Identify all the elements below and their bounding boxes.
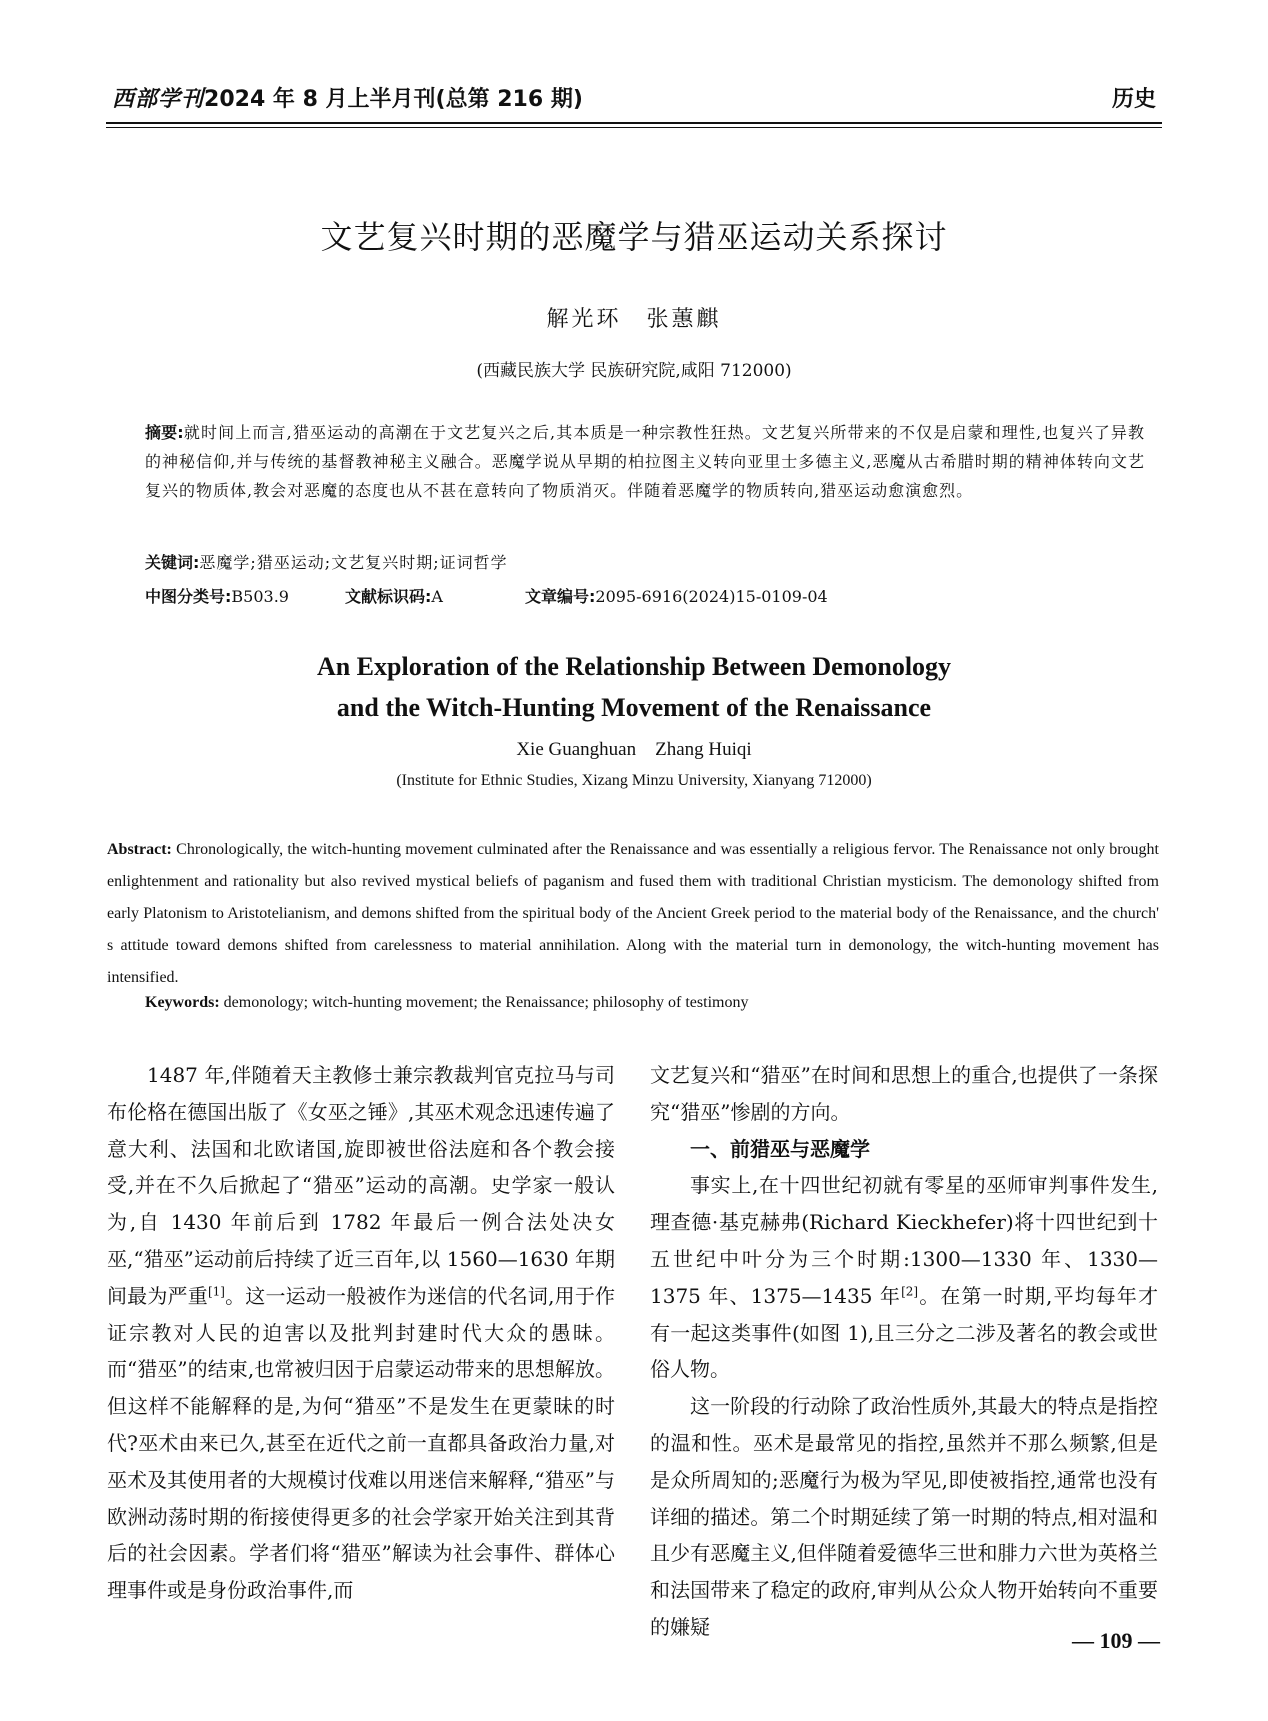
journal-issue: 2024 年 8 月上半月刊(总第 216 期) [204, 87, 583, 112]
keywords-cn-text: 恶魔学;猎巫运动;文艺复兴时期;证词哲学 [199, 553, 508, 572]
body-column-right [650, 1057, 1158, 1646]
title-en-line2: and the Witch-Hunting Movement of the Renaissance [336, 693, 932, 722]
body-paragraph [107, 1057, 615, 1609]
clc-label: 中图分类号: [145, 587, 232, 606]
body-column-left [107, 1057, 615, 1609]
clc-value: B503.9 [231, 587, 289, 606]
doc-code-value: A [431, 587, 443, 606]
citation-ref: [2] [901, 1284, 919, 1299]
body-text: 。在第一时期,平均每年才有一起这类事件(如图 1),且三分之二涉及著名的教会或世俗人物。 [650, 1283, 1159, 1382]
article-title-en [0, 646, 1268, 728]
body-text: 。这一运动一般被作为迷信的代名词,用于作证宗教对人民的迫害以及批判封建时代大众的愚昧。而“猎巫”的结束,也常被归因于启蒙运动带来的思想解放。但这样不能解释的是,为何“猎巫”不是发生在更蒙昧的时代?巫术由来已久,甚至在近代之前一直都具备政治力量,对巫术及其使用者的大规模讨伐难以用迷信来解释,“猎巫”与欧洲动荡时期的衔接使得更多的社会学家开始关注到其背后的社会因素。学者们将“猎巫”解读为社会事件、群体心理事件或是身份政治事件,而 [107, 1283, 616, 1603]
abstract-cn [145, 418, 1145, 505]
body-text: 事实上,在十四世纪初就有零星的巫师审判事件发生,理查德·基克赫弗(Richard Kieckhefer)将十四世纪到十五世纪中叶分为三个时期:1300—1330 年、1330—1375 年、1375—1435 年 [650, 1173, 1158, 1308]
affiliation-cn: (西藏民族大学 民族研究院,咸阳 712000) [476, 361, 792, 381]
keywords-cn [145, 550, 508, 573]
journal-logo: 西部学刊 [112, 86, 205, 112]
abstract-cn-label: 摘要: [145, 423, 184, 442]
abstract-en-text: Chronologically, the witch-hunting movement culminated after the Renaissance and was essentially a religious fervor. The Renaissance not only brought enlightenment and rationality but also revived mystical beliefs of paganism and fused them with traditional Christian mysticism. The demonology shifted from early Platonism to Aristotelianism, and demons shifted from the spiritual body of the Ancient Greek period to the material body of the Renaissance, and the church' s attitude toward demons shifted from carelessness to material annihilation. Along with the material turn in demonology, the witch-hunting movement has intensified. [107, 841, 1160, 986]
body-paragraph: 文艺复兴和“猎巫”在时间和思想上的重合,也提供了一条探究“猎巫”惨剧的方向。 [650, 1063, 1158, 1124]
abstract-cn-text: 就时间上而言,猎巫运动的高潮在于文艺复兴之后,其本质是一种宗教性狂热。文艺复兴所带来的不仅是启蒙和理性,也复兴了异教的神秘信仰,并与传统的基督教神秘主义融合。恶魔学说从早期的柏拉图主义转向亚里士多德主义,恶魔从古希腊时期的精神体转向文艺复兴的物质体,教会对恶魔的态度也从不甚在意转向了物质消灭。伴随着恶魔学的物质转向,猎巫运动愈演愈烈。 [145, 423, 1145, 500]
keywords-cn-label: 关键词: [145, 553, 200, 572]
keywords-en-text: demonology; witch-hunting movement; the Renaissance; philosophy of testimony [223, 994, 749, 1011]
authors-en: Xie Guanghuan Zhang Huiqi [516, 739, 752, 760]
section-heading: 一、前猎巫与恶魔学 [690, 1136, 870, 1161]
header-rule [106, 122, 1162, 124]
article-no-value: 2095-6916(2024)15-0109-04 [595, 587, 828, 606]
body-paragraph [650, 1167, 1158, 1388]
title-en-line1: An Exploration of the Relationship Between Demonology [316, 652, 952, 681]
abstract-en [107, 834, 1159, 994]
keywords-en [145, 994, 748, 1012]
article-title-cn: 文艺复兴时期的恶魔学与猎巫运动关系探讨 [320, 218, 948, 256]
doc-code-label: 文献标识码: [345, 587, 432, 606]
running-header-section: 历史 [1111, 87, 1156, 112]
body-paragraph: 这一阶段的行动除了政治性质外,其最大的特点是指控的温和性。巫术是最常见的指控,虽然并不那么频繁,但是是众所周知的;恶魔行为极为罕见,即使被指控,通常也没有详细的描述。第二个时期延续了第一时期的特点,相对温和且少有恶魔主义,但伴随着爱德华三世和腓力六世为英格兰和法国带来了稳定的政府,审判从公众人物开始转向不重要的嫌疑 [650, 1394, 1158, 1639]
running-header-journal [112, 82, 583, 113]
page-number: — 109 — [1072, 1628, 1160, 1653]
authors-cn: 解光环 张蕙麒 [546, 307, 722, 332]
body-text: 1487 年,伴随着天主教修士兼宗教裁判官克拉马与司布伦格在德国出版了《女巫之锤》,其巫术观念迅速传遍了意大利、法国和北欧诸国,旋即被世俗法庭和各个教会接受,并在不久后掀起了“猎巫”运动的高潮。史学家一般认为,自 1430 年前后到 1782 年最后一例合法处决女巫,“猎巫”运动前后持续了近三百年,以 1560—1630 年期间最为严重 [107, 1063, 615, 1308]
citation-ref: [1] [207, 1284, 225, 1299]
affiliation-en: (Institute for Ethnic Studies, Xizang Minzu University, Xianyang 712000) [396, 772, 872, 789]
abstract-en-label: Abstract: [107, 841, 172, 858]
keywords-en-label: Keywords: [145, 994, 220, 1011]
article-no-label: 文章编号: [525, 587, 596, 606]
header-rule-thin [106, 127, 1162, 128]
classification-row [145, 584, 828, 607]
